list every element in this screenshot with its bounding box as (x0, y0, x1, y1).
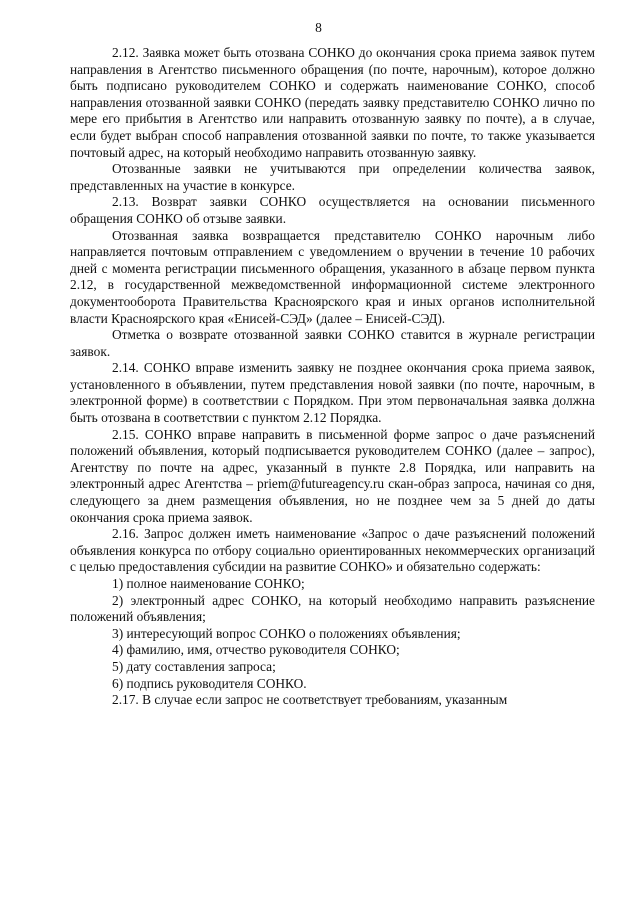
list-item-6: 6) подпись руководителя СОНКО. (112, 675, 307, 691)
list-item-1: 1) полное наименование СОНКО; (112, 576, 305, 591)
page-number: 8 (315, 20, 322, 35)
paragraph-2-14: 2.14. СОНКО вправе изменить заявку не позднее окончания срока приема заявок, установленного в объявлении, путем представления новой заявки (по почте, нарочным, в электронной форме) в соответствии с Порядком. При этом первоначальная заявка должна быть отозвана в соответствии с пунктом 2.12 Порядка. (70, 360, 595, 426)
paragraph-2-15: 2.15. СОНКО вправе направить в письменной форме запрос о даче разъяснений положений объявления, который подписывается руководителем СОНКО (далее – запрос), Агентству по почте на адрес, указанный в пункте 2.8 Порядка, или направить на электронный адрес Агентства – priem@futureagency.ru скан-образ запроса, начиная со дня, следующего за днем размещения объявления, но не позднее чем за 5 дней до даты окончания срока приема заявок. (70, 426, 595, 525)
list-item-2: 2) электронный адрес СОНКО, на который необходимо направить разъяснение положений объявления; (70, 592, 595, 625)
list-item-4: 4) фамилию, имя, отчество руководителя СОНКО; (112, 642, 400, 658)
paragraph-2-16: 2.16. Запрос должен иметь наименование «Запрос о даче разъяснений положений объявления конкурса по отбору социально ориентированных некоммерческих организаций с целью предоставления субсидии на развитие СОНКО» и обязательно содержать: (70, 526, 595, 575)
paragraph-return-procedure: Отозванная заявка возвращается представителю СОНКО нарочным либо направляется почтовым отправлением с уведомлением о вручении в течение 10 рабочих дней с момента регистрации письменного обращения, указанного в абзаце первом пункта 2.12, в государственной межведомственной информационной системе электронного документооборота Правительства Красноярского края и иных органов исполнительной власти Красноярского края «Енисей-СЭД» (далее – Енисей-СЭД). (70, 227, 595, 326)
paragraph-return-mark: Отметка о возврате отозванной заявки СОНКО ставится в журнале регистрации заявок. (70, 327, 595, 359)
paragraph-2-12: 2.12. Заявка может быть отозвана СОНКО до окончания срока приема заявок путем направления в Агентство письменного обращения (по почте, нарочным), которое должно быть подписано руководителем СОНКО и содержать наименование СОНКО, способ направления отозванной заявки СОНКО (передать заявку представителю СОНКО лично по мере его прибытия в Агентство или направить отозванную заявку по почте), а в случае, если будет выбран способ направления отозванной заявки по почте, то также указывается почтовый адрес, на который необходимо направить отозванную заявку. (70, 45, 595, 160)
paragraph-2-17: 2.17. В случае если запрос не соответствует требованиям, указанным (112, 692, 508, 708)
list-item-5: 5) дату составления запроса; (112, 658, 276, 674)
paragraph-withdrawn-not-counted: Отозванные заявки не учитываются при определении количества заявок, представленных на участие в конкурсе. (70, 161, 595, 193)
paragraph-2-13: 2.13. Возврат заявки СОНКО осуществляется на основании письменного обращения СОНКО об отзыве заявки. (70, 194, 595, 226)
list-item-3: 3) интересующий вопрос СОНКО о положениях объявления; (112, 625, 461, 641)
document-body (70, 45, 595, 709)
